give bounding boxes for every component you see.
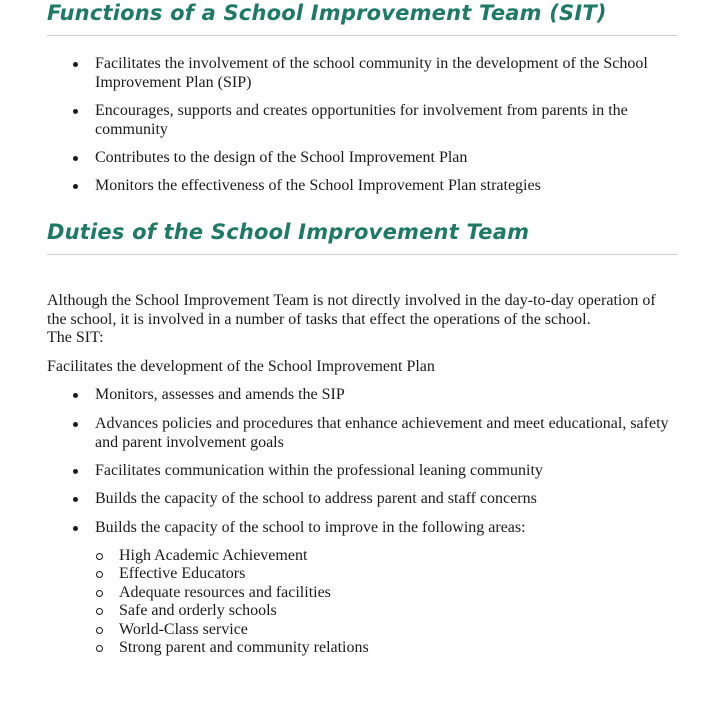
sub-list-item-text: Strong parent and community relations <box>119 639 369 656</box>
sub-list-item-text: Safe and orderly schools <box>119 602 277 619</box>
sub-list-item <box>119 547 307 566</box>
duties-heading: Duties of the School Improvement Team <box>47 220 530 244</box>
list-item-text: Builds the capacity of the school to improve in the following areas: <box>95 519 526 536</box>
bullet-icon <box>73 469 78 474</box>
sub-list-item-text: Effective Educators <box>119 565 246 582</box>
list-item <box>95 149 675 168</box>
sub-list-item <box>119 602 277 621</box>
circle-bullet-icon <box>96 645 103 652</box>
list-item-text: Facilitates the involvement of the school community in the development of the School Improvement Plan (SIP) <box>95 55 648 91</box>
intro-paragraph: Although the School Improvement Team is not directly involved in the day-to-day operation of the school, it is involved in a number of tasks that effect the operations of the school. <box>47 292 656 328</box>
sub-list-item <box>119 639 369 658</box>
list-item <box>95 177 675 196</box>
sub-list-item-text: World-Class service <box>119 621 248 638</box>
list-item <box>95 490 675 509</box>
sub-list-item <box>119 584 331 603</box>
bullet-icon <box>73 109 78 114</box>
sub-list-item <box>119 565 245 584</box>
circle-bullet-icon <box>96 590 103 597</box>
bullet-icon <box>73 156 78 161</box>
bullet-icon <box>73 526 78 531</box>
heading-divider <box>47 35 677 36</box>
list-item <box>95 462 675 481</box>
list-item-text: Monitors, assesses and amends the SIP <box>95 386 345 403</box>
bullet-icon <box>73 422 78 427</box>
list-item <box>95 55 675 92</box>
circle-bullet-icon <box>96 608 103 615</box>
circle-bullet-icon <box>96 571 103 578</box>
list-item-text: Contributes to the design of the School Improvement Plan <box>95 149 468 166</box>
list-item-text: Advances policies and procedures that enhance achievement and meet educational, safety and parent involvement goals <box>95 415 669 451</box>
sub-list-item-text: High Academic Achievement <box>119 547 308 564</box>
functions-heading: Functions of a School Improvement Team (SIT) <box>47 1 607 25</box>
bullet-icon <box>73 393 78 398</box>
bullet-icon <box>73 184 78 189</box>
list-item-text: Builds the capacity of the school to address parent and staff concerns <box>95 490 537 507</box>
list-item <box>95 415 675 452</box>
heading-divider <box>47 254 677 255</box>
list-item-text: Facilitates communication within the professional leaning community <box>95 462 543 479</box>
sub-list-item <box>119 621 248 640</box>
circle-bullet-icon <box>96 553 103 560</box>
list-item <box>95 386 675 405</box>
bullet-icon <box>73 497 78 502</box>
facilitates-paragraph: Facilitates the development of the School Improvement Plan <box>47 358 435 375</box>
circle-bullet-icon <box>96 627 103 634</box>
list-item-text: Monitors the effectiveness of the School Improvement Plan strategies <box>95 177 541 194</box>
sub-list-item-text: Adequate resources and facilities <box>119 584 331 601</box>
list-item-text: Encourages, supports and creates opportunities for involvement from parents in the community <box>95 102 628 138</box>
list-item <box>95 102 675 139</box>
list-item <box>95 519 675 538</box>
sit-label: The SIT: <box>47 329 104 346</box>
bullet-icon <box>73 62 78 67</box>
